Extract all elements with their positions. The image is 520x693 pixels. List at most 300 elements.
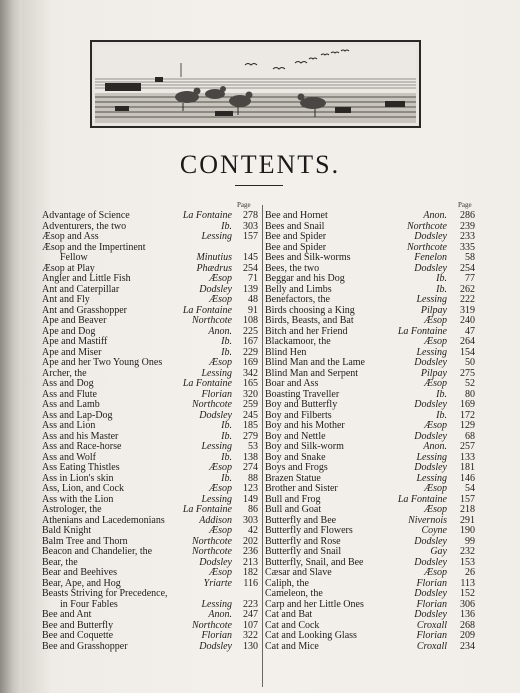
entry-page-number: 322 bbox=[243, 630, 258, 641]
seagulls-shore-illustration bbox=[95, 45, 416, 123]
entry-title: Bees, the two bbox=[265, 262, 320, 274]
entry-page-number: 50 bbox=[465, 357, 475, 368]
entry-title: Carp and her Little Ones bbox=[265, 598, 364, 610]
entry-author: Æsop bbox=[209, 357, 232, 368]
entry-title: Beacon and Chandelier, the bbox=[42, 546, 153, 557]
contents-entry bbox=[265, 547, 477, 558]
entry-title: Bees and Silk-worms bbox=[265, 252, 351, 263]
entry-title: Boy and Snake bbox=[265, 451, 326, 463]
entry-page-number: 146 bbox=[460, 472, 475, 484]
entry-author: La Fontaine bbox=[182, 378, 232, 389]
entry-title: Ape and her Two Young Ones bbox=[42, 357, 163, 368]
entry-author: Lessing bbox=[416, 346, 447, 358]
contents-entry bbox=[265, 631, 477, 642]
entry-page-number: 99 bbox=[465, 535, 475, 547]
entry-title: Fellow bbox=[60, 252, 88, 263]
entry-page-number: 153 bbox=[460, 556, 475, 568]
entry-page-number: 245 bbox=[243, 409, 258, 421]
entry-page-number: 139 bbox=[243, 283, 258, 295]
entry-page-number: 53 bbox=[248, 441, 258, 452]
contents-entry bbox=[42, 631, 260, 642]
contents-entry bbox=[42, 610, 260, 621]
entry-author: Yriarte bbox=[203, 577, 232, 589]
entry-author: Florian bbox=[416, 598, 447, 610]
entry-title: Ass and Wolf bbox=[42, 451, 97, 463]
entry-author: Phædrus bbox=[196, 262, 232, 274]
contents-entry bbox=[265, 642, 477, 653]
contents-entry bbox=[265, 295, 477, 306]
entry-title: Cat and Bat bbox=[265, 609, 313, 620]
entry-author: Addison bbox=[199, 514, 232, 526]
entry-title: Bear, the bbox=[42, 556, 78, 568]
entry-title: Ass, Lion, and Cock bbox=[42, 483, 124, 494]
contents-entry bbox=[265, 400, 477, 411]
entry-page-number: 259 bbox=[243, 399, 258, 410]
entry-page-number: 229 bbox=[243, 346, 258, 358]
entry-author: Dodsley bbox=[414, 357, 447, 368]
entry-page-number: 169 bbox=[243, 357, 258, 368]
entry-page-number: 108 bbox=[243, 315, 258, 326]
entry-title: Boy and Nettle bbox=[265, 430, 326, 442]
entry-page-number: 113 bbox=[460, 577, 475, 589]
entry-author: Lessing bbox=[201, 493, 232, 505]
contents-entry bbox=[42, 295, 260, 306]
entry-author: Dodsley bbox=[414, 399, 447, 410]
page-column-label-left: Page bbox=[237, 201, 251, 209]
entry-page-number: 42 bbox=[248, 525, 258, 536]
entry-title: Brother and Sister bbox=[265, 483, 338, 494]
entry-title: Cæsar and Slave bbox=[265, 567, 332, 578]
entry-page-number: 225 bbox=[243, 325, 258, 337]
entry-title: Archer, the bbox=[42, 367, 87, 379]
entry-author: Æsop bbox=[209, 525, 232, 536]
entry-page-number: 116 bbox=[243, 577, 258, 589]
header-engraving bbox=[90, 40, 421, 128]
entry-author: Lessing bbox=[201, 367, 232, 379]
entry-author: Dodsley bbox=[199, 640, 232, 652]
entry-title: Æsop and the Impertinent bbox=[42, 241, 146, 253]
entry-title: Bitch and her Friend bbox=[265, 325, 348, 337]
contents-entry bbox=[265, 337, 477, 348]
contents-entry bbox=[265, 589, 477, 600]
entry-page-number: 48 bbox=[248, 294, 258, 305]
entry-title: Ass and Lap-Dog bbox=[42, 409, 113, 421]
entry-title: Blackamoor, the bbox=[265, 336, 331, 347]
entry-title: Butterfly and Bee bbox=[265, 514, 337, 526]
entry-page-number: 91 bbox=[248, 304, 258, 316]
contents-entry bbox=[42, 589, 260, 600]
entry-title: Balm Tree and Thorn bbox=[42, 535, 128, 547]
entry-author: Pilpay bbox=[420, 304, 447, 316]
entry-author: Lessing bbox=[201, 598, 232, 610]
entry-title: Ass and Lamb bbox=[42, 399, 100, 410]
entry-author: Æsop bbox=[209, 567, 232, 578]
entry-author: Northcote bbox=[192, 399, 232, 410]
entry-page-number: 257 bbox=[460, 441, 475, 452]
entry-author: Ib. bbox=[221, 220, 232, 232]
entry-title: Boy and his Mother bbox=[265, 420, 345, 431]
entry-author: Æsop bbox=[424, 336, 447, 347]
contents-entry bbox=[265, 316, 477, 327]
entry-page-number: 71 bbox=[248, 273, 258, 284]
entry-author: Northcote bbox=[407, 241, 447, 253]
entry-page-number: 274 bbox=[243, 462, 258, 473]
contents-entry bbox=[42, 568, 260, 579]
entry-title: Ape and Beaver bbox=[42, 315, 107, 326]
entry-author: Florian bbox=[201, 630, 232, 641]
entry-title: Boasting Traveller bbox=[265, 388, 340, 400]
contents-entry bbox=[265, 463, 477, 474]
contents-column-right bbox=[265, 211, 477, 652]
entry-author: Ib. bbox=[436, 273, 447, 284]
entry-page-number: 232 bbox=[460, 546, 475, 557]
entry-page-number: 138 bbox=[243, 451, 258, 463]
entry-title: Butterfly and Rose bbox=[265, 535, 341, 547]
entry-page-number: 262 bbox=[460, 283, 475, 295]
contents-entry bbox=[265, 379, 477, 390]
entry-author: Croxall bbox=[416, 640, 447, 652]
contents-entry bbox=[265, 442, 477, 453]
entry-title: Boys and Frogs bbox=[265, 462, 328, 473]
entry-title: Ape and Miser bbox=[42, 346, 102, 358]
entry-page-number: 335 bbox=[460, 241, 475, 253]
entry-title: Astrologer, the bbox=[42, 504, 102, 515]
entry-title: Advantage of Science bbox=[42, 210, 130, 221]
entry-page-number: 157 bbox=[460, 493, 475, 505]
entry-title: Boy and Silk-worm bbox=[265, 441, 344, 452]
entry-title: Beggar and his Dog bbox=[265, 273, 345, 284]
entry-author: Northcote bbox=[192, 546, 232, 557]
entry-title: Blind Man and Serpent bbox=[265, 367, 359, 379]
entry-page-number: 247 bbox=[243, 609, 258, 620]
entry-title: Belly and Limbs bbox=[265, 283, 332, 295]
entry-page-number: 279 bbox=[243, 430, 258, 442]
entry-title: Ape and Dog bbox=[42, 325, 96, 337]
contents-entry bbox=[42, 379, 260, 390]
contents-entry bbox=[265, 526, 477, 537]
entry-author: La Fontaine bbox=[397, 325, 447, 337]
entry-title: Bear and Beehives bbox=[42, 567, 117, 578]
contents-entry bbox=[265, 232, 477, 243]
entry-author: Ib. bbox=[436, 409, 447, 421]
entry-author: Ib. bbox=[436, 388, 447, 400]
entry-author: Anon. bbox=[423, 441, 447, 452]
entry-author: Dodsley bbox=[199, 556, 232, 568]
entry-title: Beasts Striving for Precedence, bbox=[42, 588, 168, 599]
contents-entry bbox=[265, 610, 477, 621]
entry-author: Northcote bbox=[192, 535, 232, 547]
entry-title: Ass and Race-horse bbox=[42, 441, 122, 452]
entry-author: Northcote bbox=[192, 619, 232, 631]
entry-page-number: 47 bbox=[465, 325, 475, 337]
entry-page-number: 254 bbox=[460, 262, 475, 274]
entry-title: Ant and Grasshopper bbox=[42, 304, 127, 316]
entry-author: Florian bbox=[416, 577, 447, 589]
contents-column-left bbox=[42, 211, 260, 652]
entry-title: Bee and Hornet bbox=[265, 210, 328, 221]
entry-page-number: 342 bbox=[243, 367, 258, 379]
entry-author: Northcote bbox=[407, 220, 447, 232]
title-underline bbox=[235, 185, 283, 186]
entry-author: Dodsley bbox=[414, 231, 447, 242]
entry-title: Benefactors, the bbox=[265, 294, 330, 305]
entry-author: Fenelon bbox=[414, 252, 447, 263]
contents-entry bbox=[265, 568, 477, 579]
entry-author: Dodsley bbox=[414, 262, 447, 274]
entry-title: Bull and Frog bbox=[265, 493, 321, 505]
page-column-label-right: Page bbox=[458, 201, 472, 209]
entry-page-number: 185 bbox=[243, 420, 258, 431]
entry-page-number: 169 bbox=[460, 399, 475, 410]
entry-author: Dodsley bbox=[414, 535, 447, 547]
entry-title: Ass and Lion bbox=[42, 420, 96, 431]
entry-title: Bees and Snail bbox=[265, 220, 325, 232]
page-title: CONTENTS. bbox=[179, 150, 341, 179]
entry-page-number: 77 bbox=[465, 273, 475, 284]
entry-page-number: 275 bbox=[460, 367, 475, 379]
entry-author: Lessing bbox=[416, 472, 447, 484]
entry-page-number: 190 bbox=[460, 525, 475, 536]
entry-author: Anon. bbox=[208, 325, 232, 337]
contents-entry bbox=[42, 442, 260, 453]
entry-author: Pilpay bbox=[420, 367, 447, 379]
entry-page-number: 167 bbox=[243, 336, 258, 347]
entry-author: Coyne bbox=[421, 525, 447, 536]
entry-page-number: 182 bbox=[243, 567, 258, 578]
entry-author: Dodsley bbox=[414, 430, 447, 442]
entry-page-number: 129 bbox=[460, 420, 475, 431]
entry-page-number: 264 bbox=[460, 336, 475, 347]
entry-title: Boy and Filberts bbox=[265, 409, 332, 421]
entry-page-number: 319 bbox=[460, 304, 475, 316]
entry-page-number: 239 bbox=[460, 220, 475, 232]
contents-entry bbox=[42, 642, 260, 653]
entry-author: Ib. bbox=[221, 336, 232, 347]
entry-author: Anon. bbox=[423, 210, 447, 221]
entry-title: Ant and Caterpillar bbox=[42, 283, 120, 295]
contents-entry bbox=[42, 505, 260, 516]
entry-page-number: 154 bbox=[460, 346, 475, 358]
entry-title: in Four Fables bbox=[60, 598, 118, 610]
entry-page-number: 291 bbox=[460, 514, 475, 526]
entry-author: Lessing bbox=[201, 231, 232, 242]
contents-entry bbox=[42, 211, 260, 222]
entry-author: Anon. bbox=[208, 609, 232, 620]
entry-title: Brazen Statue bbox=[265, 472, 321, 484]
contents-entry bbox=[42, 358, 260, 369]
entry-title: Birds choosing a King bbox=[265, 304, 355, 316]
entry-author: Ib. bbox=[436, 283, 447, 295]
entry-author: La Fontaine bbox=[182, 304, 232, 316]
entry-title: Angler and Little Fish bbox=[42, 273, 131, 284]
entry-title: Ass with the Lion bbox=[42, 493, 114, 505]
entry-author: Lessing bbox=[201, 441, 232, 452]
entry-author: Æsop bbox=[424, 567, 447, 578]
entry-page-number: 254 bbox=[243, 262, 258, 274]
entry-title: Bee and Spider bbox=[265, 231, 327, 242]
entry-page-number: 68 bbox=[465, 430, 475, 442]
contents-entry bbox=[265, 253, 477, 264]
entry-author: Ib. bbox=[221, 420, 232, 431]
contents-entry bbox=[42, 337, 260, 348]
entry-author: Dodsley bbox=[199, 409, 232, 421]
entry-author: Dodsley bbox=[414, 462, 447, 473]
entry-page-number: 209 bbox=[460, 630, 475, 641]
entry-title: Blind Man and the Lame bbox=[265, 357, 365, 368]
entry-page-number: 218 bbox=[460, 504, 475, 515]
entry-page-number: 88 bbox=[248, 472, 258, 484]
entry-page-number: 165 bbox=[243, 378, 258, 389]
contents-entry bbox=[42, 421, 260, 432]
contents-entry bbox=[265, 421, 477, 432]
entry-page-number: 236 bbox=[243, 546, 258, 557]
entry-author: Ib. bbox=[221, 451, 232, 463]
entry-title: Butterfly and Snail bbox=[265, 546, 342, 557]
entry-author: Æsop bbox=[424, 420, 447, 431]
entry-title: Bee and Grasshopper bbox=[42, 640, 128, 652]
entry-page-number: 213 bbox=[243, 556, 258, 568]
entry-title: Cameleon, the bbox=[265, 588, 323, 599]
contents-entry bbox=[42, 274, 260, 285]
entry-author: Dodsley bbox=[199, 283, 232, 295]
entry-title: Bear, Ape, and Hog bbox=[42, 577, 121, 589]
entry-title: Ass in Lion's skin bbox=[42, 472, 114, 484]
entry-title: Ant and Fly bbox=[42, 294, 90, 305]
contents-entry bbox=[265, 484, 477, 495]
entry-title: Blind Hen bbox=[265, 346, 307, 358]
entry-author: Æsop bbox=[209, 483, 232, 494]
contents-entry bbox=[265, 211, 477, 222]
column-divider bbox=[262, 205, 263, 687]
entry-page-number: 80 bbox=[465, 388, 475, 400]
entry-author: Dodsley bbox=[414, 556, 447, 568]
entry-author: Æsop bbox=[209, 294, 232, 305]
entry-page-number: 286 bbox=[460, 210, 475, 221]
entry-author: Æsop bbox=[424, 504, 447, 515]
entry-author: Ib. bbox=[221, 430, 232, 442]
contents-entry bbox=[42, 526, 260, 537]
entry-page-number: 130 bbox=[243, 640, 258, 652]
entry-page-number: 107 bbox=[243, 619, 258, 631]
entry-page-number: 278 bbox=[243, 210, 258, 221]
entry-title: Bull and Goat bbox=[265, 504, 322, 515]
entry-title: Butterfly and Flowers bbox=[265, 525, 353, 536]
entry-page-number: 320 bbox=[243, 388, 258, 400]
entry-title: Boar and Ass bbox=[265, 378, 319, 389]
entry-page-number: 234 bbox=[460, 640, 475, 652]
entry-author: Lessing bbox=[416, 294, 447, 305]
contents-entry bbox=[42, 547, 260, 558]
entry-page-number: 136 bbox=[460, 609, 475, 620]
entry-page-number: 52 bbox=[465, 378, 475, 389]
contents-entry bbox=[42, 232, 260, 243]
entry-title: Ass Eating Thistles bbox=[42, 462, 120, 473]
entry-page-number: 145 bbox=[243, 252, 258, 263]
entry-author: La Fontaine bbox=[182, 210, 232, 221]
entry-page-number: 58 bbox=[465, 252, 475, 263]
contents-entry bbox=[42, 316, 260, 327]
entry-author: La Fontaine bbox=[397, 493, 447, 505]
entry-title: Bee and Spider bbox=[265, 241, 327, 253]
entry-author: Northcote bbox=[192, 315, 232, 326]
entry-author: Nivernois bbox=[408, 514, 447, 526]
entry-author: Ib. bbox=[221, 346, 232, 358]
entry-title: Bee and Ant bbox=[42, 609, 92, 620]
entry-page-number: 133 bbox=[460, 451, 475, 463]
contents-entry bbox=[42, 253, 260, 264]
entry-title: Caliph, the bbox=[265, 577, 309, 589]
contents-entry bbox=[265, 505, 477, 516]
entry-page-number: 152 bbox=[460, 588, 475, 599]
entry-page-number: 222 bbox=[460, 294, 475, 305]
entry-author: La Fontaine bbox=[182, 504, 232, 515]
entry-page-number: 240 bbox=[460, 315, 475, 326]
entry-title: Bee and Butterfly bbox=[42, 619, 114, 631]
entry-title: Æsop at Play bbox=[42, 262, 95, 274]
contents-entry bbox=[265, 274, 477, 285]
entry-page-number: 172 bbox=[460, 409, 475, 421]
entry-author: Lessing bbox=[416, 451, 447, 463]
entry-author: Florian bbox=[201, 388, 232, 400]
entry-page-number: 306 bbox=[460, 598, 475, 610]
entry-title: Butterfly, Snail, and Bee bbox=[265, 556, 364, 568]
entry-author: Florian bbox=[416, 630, 447, 641]
entry-author: Æsop bbox=[209, 273, 232, 284]
entry-page-number: 202 bbox=[243, 535, 258, 547]
entry-title: Cat and Looking Glass bbox=[265, 630, 357, 641]
entry-page-number: 157 bbox=[243, 231, 258, 242]
entry-title: Bee and Coquette bbox=[42, 630, 114, 641]
entry-page-number: 181 bbox=[460, 462, 475, 473]
contents-entry bbox=[42, 484, 260, 495]
entry-page-number: 149 bbox=[243, 493, 258, 505]
entry-title: Cat and Mice bbox=[265, 640, 319, 652]
entry-title: Birds, Beasts, and Bat bbox=[265, 315, 354, 326]
entry-title: Æsop and Ass bbox=[42, 231, 99, 242]
entry-page-number: 86 bbox=[248, 504, 258, 515]
entry-title: Cat and Cock bbox=[265, 619, 320, 631]
entry-title: Boy and Butterfly bbox=[265, 399, 338, 410]
entry-page-number: 303 bbox=[243, 514, 258, 526]
entry-title: Adventurers, the two bbox=[42, 220, 127, 232]
book-binding-edge bbox=[0, 0, 22, 693]
entry-title: Athenians and Lacedemonians bbox=[42, 514, 165, 526]
entry-author: Gay bbox=[430, 546, 447, 557]
entry-author: Æsop bbox=[424, 315, 447, 326]
entry-author: Croxall bbox=[416, 619, 447, 631]
entry-title: Ape and Mastiff bbox=[42, 336, 108, 347]
entry-title: Bald Knight bbox=[42, 525, 92, 536]
entry-author: Æsop bbox=[209, 462, 232, 473]
entry-author: Dodsley bbox=[414, 588, 447, 599]
entry-title: Ass and Dog bbox=[42, 378, 94, 389]
entry-page-number: 268 bbox=[460, 619, 475, 631]
entry-page-number: 233 bbox=[460, 231, 475, 242]
entry-author: Æsop bbox=[424, 378, 447, 389]
entry-title: Ass and Flute bbox=[42, 388, 97, 400]
entry-author: Minutius bbox=[196, 252, 232, 263]
entry-page-number: 54 bbox=[465, 483, 475, 494]
entry-title: Ass and his Master bbox=[42, 430, 119, 442]
entry-author: Æsop bbox=[424, 483, 447, 494]
entry-page-number: 303 bbox=[243, 220, 258, 232]
entry-page-number: 123 bbox=[243, 483, 258, 494]
contents-entry bbox=[42, 400, 260, 411]
entry-author: Ib. bbox=[221, 472, 232, 484]
entry-author: Dodsley bbox=[414, 609, 447, 620]
contents-entry bbox=[42, 463, 260, 474]
entry-page-number: 26 bbox=[465, 567, 475, 578]
